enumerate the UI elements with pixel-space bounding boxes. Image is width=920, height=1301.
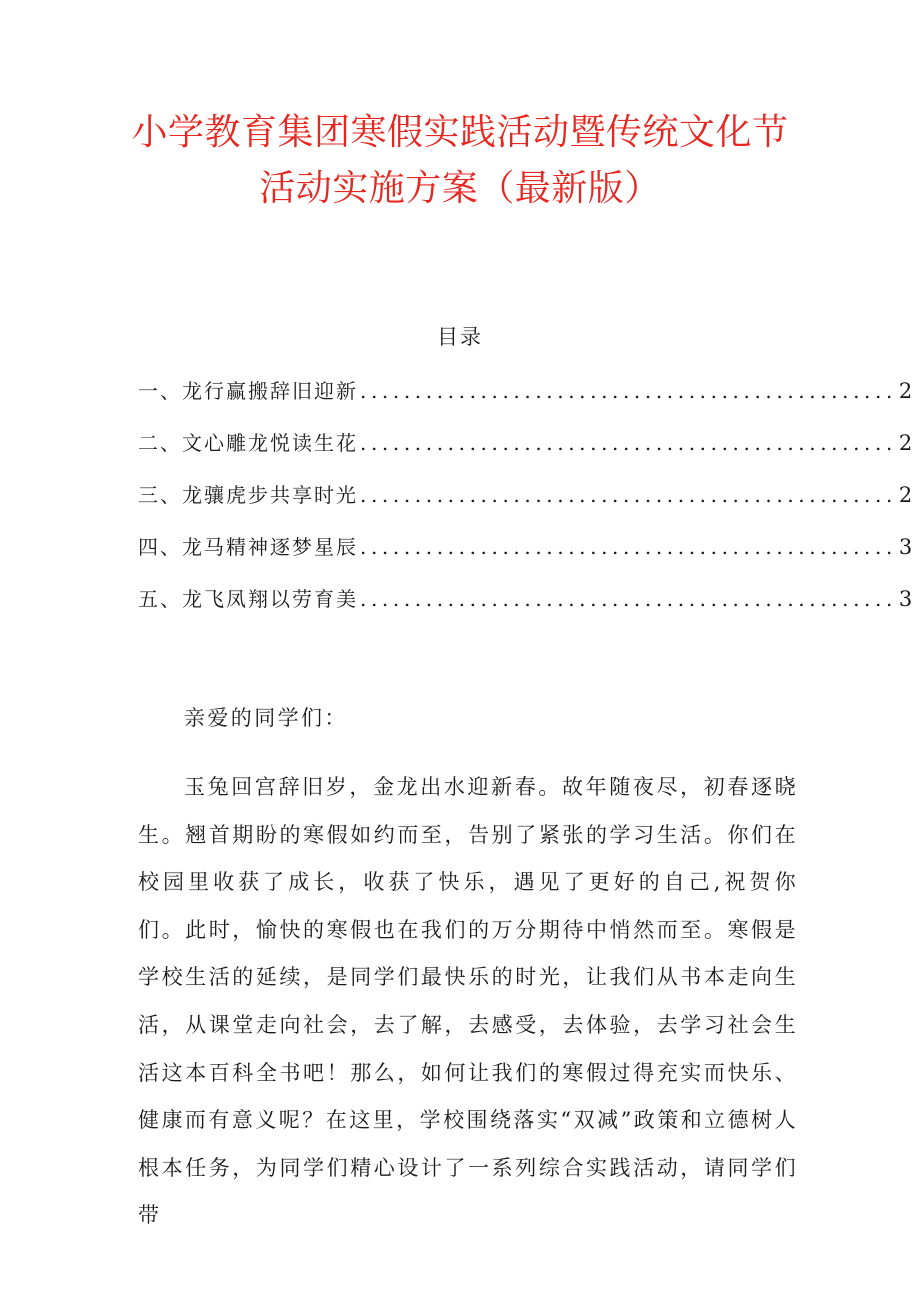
- toc-entry[interactable]: [138, 373, 913, 425]
- toc-entry-page: 2: [898, 483, 913, 507]
- letter-greeting: 亲爱的同学们：: [184, 706, 348, 730]
- toc-leader-dots: .................................................: [360, 587, 897, 611]
- toc-entry[interactable]: [138, 529, 913, 581]
- document-title-line-1: 小学教育集团寒假实践活动暨传统文化节: [131, 112, 789, 153]
- toc-leader-dots: .................................................: [360, 483, 897, 507]
- toc-entry-page: 3: [898, 535, 913, 559]
- toc-entry-label: 二、文心雕龙悦读生花: [138, 431, 358, 455]
- toc-entry-label: 一、龙行赢搬辞旧迎新: [138, 379, 358, 403]
- toc-entry-label: 四、龙马精神逐梦星辰: [138, 535, 358, 559]
- toc-entry-page: 3: [898, 587, 913, 611]
- toc-entry[interactable]: [138, 477, 913, 529]
- toc-entry[interactable]: [138, 425, 913, 477]
- toc-heading: 目录: [437, 325, 483, 349]
- document-title-line-2: 活动实施方案（最新版）: [259, 168, 661, 209]
- toc-leader-dots: .................................................: [360, 535, 897, 559]
- toc-entry-label: 五、龙飞凤翔以劳育美: [138, 587, 358, 611]
- table-of-contents: [138, 373, 913, 633]
- toc-entry-page: 2: [898, 379, 913, 403]
- toc-leader-dots: .................................................: [360, 379, 897, 403]
- toc-entry[interactable]: [138, 581, 913, 633]
- toc-leader-dots: .................................................: [360, 431, 897, 455]
- toc-entry-page: 2: [898, 431, 913, 455]
- body-paragraph: 玉兔回宫辞旧岁，金龙出水迎新春。故年随夜尽，初春逐晓生。翘首期盼的寒假如约而至，告别了紧张的学习生活。你们在校园里收获了成长，收获了快乐，遇见了更好的自己,祝贺你们。此时，愉快的寒假也在我们的万分期待中悄然而至。寒假是学校生活的延续，是同学们最快乐的时光，让我们从书本走向生活，从课堂走向社会，去了解，去感受，去体验，去学习社会生活这本百科全书吧！那么，如何让我们的寒假过得充实而快乐、健康而有意义呢？在这里，学校围绕落实“双减”政策和立德树人根本任务，为同学们精心设计了一系列综合实践活动，请同学们带: [138, 775, 798, 1228]
- toc-entry-label: 三、龙骧虎步共享时光: [138, 483, 358, 507]
